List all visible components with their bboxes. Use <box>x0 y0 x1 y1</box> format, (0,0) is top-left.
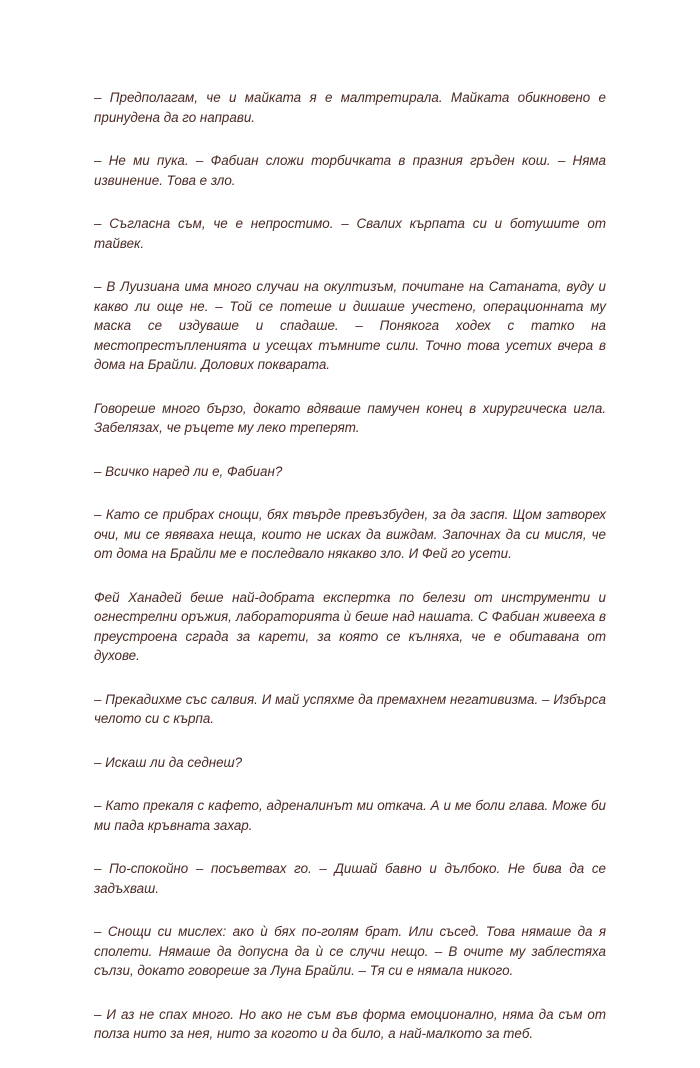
paragraph: – Всичко наред ли е, Фабиан? <box>94 463 283 479</box>
paragraph: – Предполагам, че и майката я е малтретирала. Майката обикновено е принудена да го направи. <box>94 90 606 125</box>
paragraph: – И аз не спах много. Но ако не съм във форма емоционално, няма да съм от полза нито за нея, нито за когото и да било, а най-малкото за теб. <box>94 1006 606 1041</box>
paragraph: – Съгласна съм, че е непростимо. – Свалих кърпата си и ботушите от тайвек. <box>94 216 606 251</box>
document-page <box>94 88 606 1068</box>
paragraph: – Искаш ли да седнеш? <box>94 754 243 770</box>
paragraph: Фей Ханадей беше най-добрата експертка по белези от инструменти и огнестрелни оръжия, лабораторията ѝ беше над нашата. С Фабиан живееха в преустроена сграда за карети, за която се кълняха, че е обитавана от духове. <box>94 589 606 663</box>
paragraph: – Не ми пука. – Фабиан сложи торбичката в празния гръден кош. – Няма извинение. Това е зло. <box>94 153 606 188</box>
paragraph: – В Луизиана има много случаи на окултизъм, почитане на Сатаната, вуду и какво ли още не. – Той се потеше и дишаше учестено, операционната му маска се издуваше и спадаше. – Понякога ходех с татко на местопрестъпленията и усещах тъмните сили. Точно това усетих вчера в дома на Брайли. Долових покварата. <box>94 279 606 372</box>
paragraph: – Прекадихме със салвия. И май успяхме да премахнем негативизма. – Избърса челото си с кърпа. <box>94 691 606 726</box>
paragraph: – По-спокойно – посъветвах го. – Дишай бавно и дълбоко. Не бива да се задъхваш. <box>94 861 606 896</box>
paragraph: Говореше много бързо, докато вдяваше памучен конец в хирургическа игла. Забелязах, че ръцете му леко треперят. <box>94 400 606 435</box>
paragraph: – Като се прибрах снощи, бях твърде превъзбуден, за да заспя. Щом затворех очи, ми се явяваха неща, които не исках да виждам. Започнах да си мисля, че от дома на Брайли ме е последвало някакво зло. И Фей го усети. <box>94 507 606 561</box>
paragraph: – Като прекаля с кафето, адреналинът ми откача. А и ме боли глава. Може би ми пада кръвната захар. <box>94 798 606 833</box>
paragraph: – Снощи си мислех: ако ѝ бях по-голям брат. Или съсед. Това нямаше да я сполети. Нямаше да допусна да ѝ се случи нещо. – В очите му заблестяха сълзи, докато говореше за Луна Брайли. – Тя си е нямала никого. <box>94 924 606 978</box>
